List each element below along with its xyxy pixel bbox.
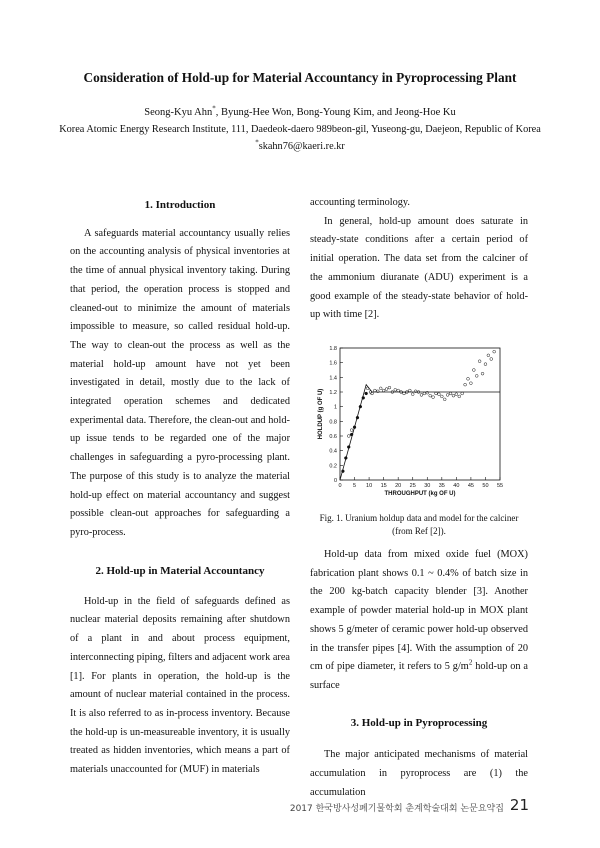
data-point-filled [350,433,353,436]
y-tick-label: 1.4 [329,375,337,382]
x-tick-label: 30 [424,483,431,489]
data-point-open [467,377,470,380]
x-axis-label: THROUGHPUT (kg OF U) [384,491,456,497]
data-point-filled [365,392,368,395]
mox-text: Hold-up data from mixed oxide fuel (MOX) fabrication plant shows 0.1 ~ 0.4% of batch size in the 200 kg-batch capacity blender [3]. Another example of powder material hold-up in MOX plant shows 5 g/meter of ceramic power hold-up observed in the transfer pipes [4]. With the assumption of 20 cm of pipe diameter, it refers to 5 g/m [310,549,528,673]
introduction-paragraph: A safeguards material accountancy usually relies on the accounting analysis of physical inventories at the time of annual physical inventory taking. During that period, the operation process is stopped and cleaned-out to minimize the amount of materials impossible to measure, so called residual hold-up. The way to clean-out the process as well as the material hold-up amount have not yet been investigated in detail, mostly due to the lack of integrated operation schemes and dedicated experimental data. Therefore, the clean-out and hold-up issue tends to be regarded one of the major challenges in safeguarding a pyro-processing plant. The purpose of this study is to analyze the material hold-up effect on material accountancy and suggest possible clean-out approaches for safeguarding a pyro-process. [70,227,290,538]
data-point-open [481,372,484,375]
y-tick-label: 0 [333,478,337,484]
y-axis-label: HOLDUP (g OF U) [318,388,324,440]
data-point-open [487,354,490,357]
data-point-open [440,395,443,398]
data-point-open [397,389,400,392]
data-point-open [408,389,411,392]
figure-caption: Fig. 1. Uranium holdup data and model for the calciner (from Ref [2]). [319,513,519,536]
data-point-open [475,374,478,377]
y-tick-label: 0.4 [329,448,337,455]
data-point-open [472,369,475,372]
y-tick-label: 0.6 [329,434,337,440]
page-footer [290,796,529,814]
x-tick-label: 55 [496,483,504,489]
data-point-filled [342,470,345,473]
data-point-open [484,363,487,366]
data-point-open [443,398,446,401]
plot-frame [340,348,500,480]
data-point-open [411,393,414,396]
data-point-open [347,435,350,438]
superscript-two: 2 [468,658,473,667]
footer-text: 2017 한국방사성폐기물학회 춘계학술대회 논문요약집 [289,804,504,814]
data-point-open [478,360,481,363]
other-authors: , Byung-Hee Won, Bong-Young Kim, and Jeong-Hoe Ku [215,107,456,118]
right-column [310,194,528,325]
x-tick-label: 25 [409,483,416,489]
email-mark: * [255,138,259,147]
data-point-open [493,350,496,353]
data-point-open [379,387,382,390]
x-tick-label: 45 [467,483,474,489]
data-point-open [461,392,464,395]
x-tick-label: 15 [380,483,387,489]
data-point-open [455,393,458,396]
y-tick-label: 1.2 [329,390,337,396]
data-point-filled [356,416,359,419]
mox-text-end: hold-up on a surface [310,661,528,691]
data-point-open [458,395,461,398]
data-point-open [403,392,406,395]
pyroprocessing-paragraph: The major anticipated mechanisms of material accumulation in pyroprocess are (1) the accumulation [310,749,528,798]
data-point-open [435,392,438,395]
first-author: Seong-Kyu Ahn [144,107,213,118]
data-point-open [429,394,432,397]
data-point-open [423,392,426,395]
data-point-open [385,388,388,391]
author-list [0,104,600,118]
y-tick-label: 0.8 [329,419,337,426]
y-tick-label: 1.6 [329,360,337,367]
data-point-filled [362,396,365,399]
data-point-filled [359,405,362,408]
email-text: skahn76@kaeri.re.kr [258,141,345,152]
paper-title: Consideration of Hold-up for Material Accountancy in Pyroprocessing Plant [83,70,517,85]
author-email [0,138,600,152]
right-paragraph-continuation: accounting terminology. [310,197,410,208]
data-point-open [438,393,441,396]
corresponding-mark: * [212,104,216,113]
data-point-filled [347,446,350,449]
section-heading-holdup-accountancy: 2. Hold-up in Material Accountancy [95,565,265,577]
holdup-paragraph: Hold-up in the field of safeguards defined as nuclear material deposits remaining after shutdown of a plant in and about process equipment, interconnecting piping, filters and adjacent work area [1]. For plants in operation, the hold-up is the amount of nuclear material contained in the process. It is also referred to as in-process inventory. Because the hold-up is un-measureable inventory, it is usually treated as hidden inventories, which means a part of materials unaccounted for (MUF) in materials [70,595,290,776]
data-point-open [432,396,435,399]
affiliation: Korea Atomic Energy Research Institute, 111, Daedeok-daero 989beon-gil, Yuseong-gu, Daejeon, Republic of Korea [59,124,541,135]
x-tick-label: 40 [453,483,460,489]
data-point-open [382,389,385,392]
right-paragraph-saturation: In general, hold-up amount does saturate in steady-state conditions after a certain period of initial operation. The data set from the calciner of the ammonium diuranate (ADU) experiment is a good example of the steady-state behavior of hold-up with time [2]. [310,215,528,321]
data-point-open [449,392,452,395]
y-tick-label: 1 [333,404,337,411]
x-tick-label: 50 [482,483,489,489]
data-point-open [470,382,473,385]
y-tick-label: 0.2 [329,463,337,470]
data-point-filled [344,457,347,460]
data-point-open [388,386,391,389]
section-heading-pyroprocessing: 3. Hold-up in Pyroprocessing [350,716,488,729]
data-point-open [490,358,493,361]
holdup-chart [310,340,530,502]
mox-paragraph [310,546,528,696]
x-tick-label: 0 [338,483,342,489]
data-point-filled [353,426,356,429]
data-point-open [464,383,467,386]
data-point-open [420,394,423,397]
section-heading-introduction: 1. Introduction [144,199,216,211]
data-point-open [394,388,397,391]
left-column-lower [70,562,290,780]
x-tick-label: 5 [353,483,357,489]
data-point-open [374,389,377,392]
data-point-open [452,394,455,397]
data-point-open [446,394,449,397]
page-number: 21 [509,796,529,814]
x-tick-label: 35 [438,483,445,489]
x-tick-label: 20 [395,483,402,489]
y-tick-label: 1.8 [329,346,337,352]
x-tick-label: 10 [366,483,373,489]
data-point-open [350,429,353,432]
left-column [70,196,290,543]
right-column-lower [310,546,528,802]
